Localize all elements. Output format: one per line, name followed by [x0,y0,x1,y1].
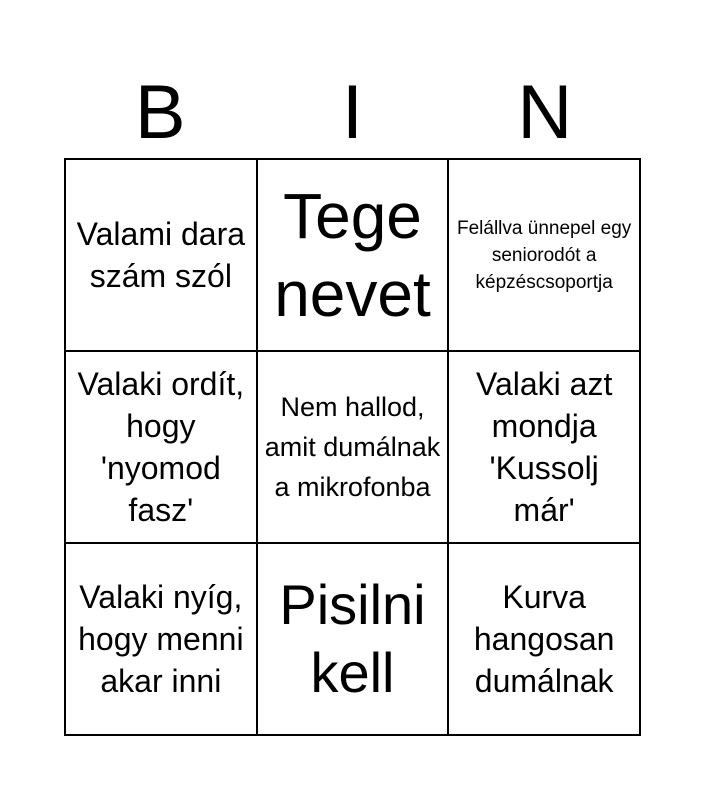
cell-text: Pisilni kell [279,573,426,704]
cell-text: Kurva hangosan dumálnak [473,579,615,699]
bingo-header [64,68,641,158]
cell-text: Valaki azt mondja 'Kussolj már' [475,366,613,528]
header-letter-i: I [341,70,364,155]
cell-text: Tege nevet [274,180,431,330]
bingo-cell[interactable] [258,544,450,736]
cell-text: Felállva ünnepel egy seniorodót a képzéscsoportja [457,217,632,293]
cell-text: Valami dara szám szól [76,216,246,294]
header-letter-n: N [517,70,573,155]
bingo-board [64,158,641,736]
header-letter-b: B [134,70,186,155]
bingo-cell[interactable] [449,160,641,352]
bingo-cell[interactable] [66,352,258,544]
bingo-cell[interactable] [449,352,641,544]
cell-text: Valaki ordít, hogy 'nyomod fasz' [77,366,245,528]
bingo-cell[interactable] [66,544,258,736]
bingo-cell[interactable] [258,160,450,352]
bingo-cell[interactable] [66,160,258,352]
cell-text: Valaki nyíg, hogy menni akar inni [78,579,244,699]
bingo-cell[interactable] [258,352,450,544]
bingo-cell[interactable] [449,544,641,736]
cell-text: Nem hallod, amit dumálnak a mikrofonba [264,392,441,502]
